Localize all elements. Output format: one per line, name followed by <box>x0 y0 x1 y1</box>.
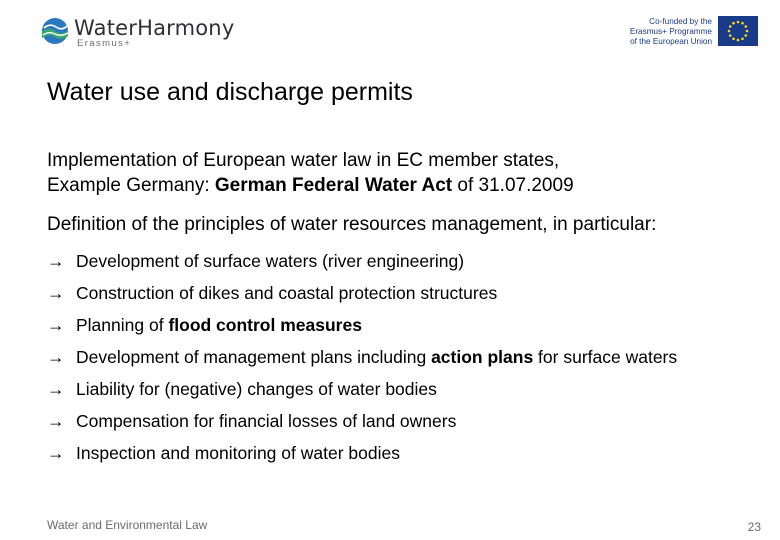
intro-text <box>47 148 747 198</box>
intro-line-2-prefix: Example Germany: <box>47 175 215 196</box>
list-item <box>47 378 747 400</box>
slide-title: Water use and discharge permits <box>47 78 413 106</box>
logo-title: WaterHarmony <box>74 16 235 40</box>
eu-flag-icon <box>718 16 758 46</box>
list-item-text: Inspection and monitoring of water bodies <box>76 443 400 463</box>
list-item-text-suffix: for surface waters <box>533 347 678 367</box>
list-item-text: Liability for (negative) changes of water bodies <box>76 379 437 399</box>
eu-star <box>741 22 744 25</box>
intro-line-1: Implementation of European water law in EC member states, <box>47 150 560 171</box>
eu-star <box>728 30 731 33</box>
eu-cofunding-badge <box>610 16 760 50</box>
list-item <box>47 250 747 272</box>
arrow-right-icon: → <box>47 315 65 335</box>
eu-star <box>741 37 744 40</box>
eu-star <box>737 21 740 24</box>
page-number: 23 <box>747 520 761 534</box>
list-item-text: Development of management plans including <box>76 347 432 367</box>
intro-line-2 <box>47 173 747 198</box>
lead-sentence: Definition of the principles of water resources management, in particular: <box>47 214 657 235</box>
logo-subtitle: Erasmus+ <box>77 38 132 49</box>
arrow-right-icon: → <box>47 443 65 463</box>
eu-star <box>746 30 749 33</box>
arrow-right-icon: → <box>47 347 65 367</box>
eu-star <box>737 39 740 42</box>
list-item-text: Planning of <box>76 315 169 335</box>
list-item-text: Compensation for financial losses of land owners <box>76 411 457 431</box>
list-item-emphasis: action plans <box>431 347 534 367</box>
eu-star <box>729 25 732 28</box>
list-item <box>47 346 747 368</box>
arrow-right-icon: → <box>47 379 65 399</box>
eu-star <box>729 34 732 37</box>
list-item <box>47 442 747 464</box>
list-item <box>47 282 747 304</box>
list-item-text: Development of surface waters (river engineering) <box>76 251 465 271</box>
arrow-right-icon: → <box>47 251 65 271</box>
intro-line-2-suffix: of 31.07.2009 <box>452 175 574 196</box>
eu-star <box>744 25 747 28</box>
principles-list <box>47 250 747 474</box>
list-item <box>47 410 747 432</box>
list-item <box>47 314 747 336</box>
arrow-right-icon: → <box>47 283 65 303</box>
footer-course-name: Water and Environmental Law <box>47 518 208 532</box>
water-drop-logo-icon <box>40 16 70 46</box>
eu-star <box>732 37 735 40</box>
eu-star <box>732 22 735 25</box>
water-harmony-logo <box>40 14 240 48</box>
list-item-emphasis: flood control measures <box>168 315 362 335</box>
eu-star <box>744 34 747 37</box>
intro-law-name: German Federal Water Act <box>214 175 453 196</box>
list-item-text: Construction of dikes and coastal protection structures <box>76 283 498 303</box>
arrow-right-icon: → <box>47 411 65 431</box>
eu-cofunding-text: Co-funded by the Erasmus+ Programme of the European Union <box>629 17 712 46</box>
